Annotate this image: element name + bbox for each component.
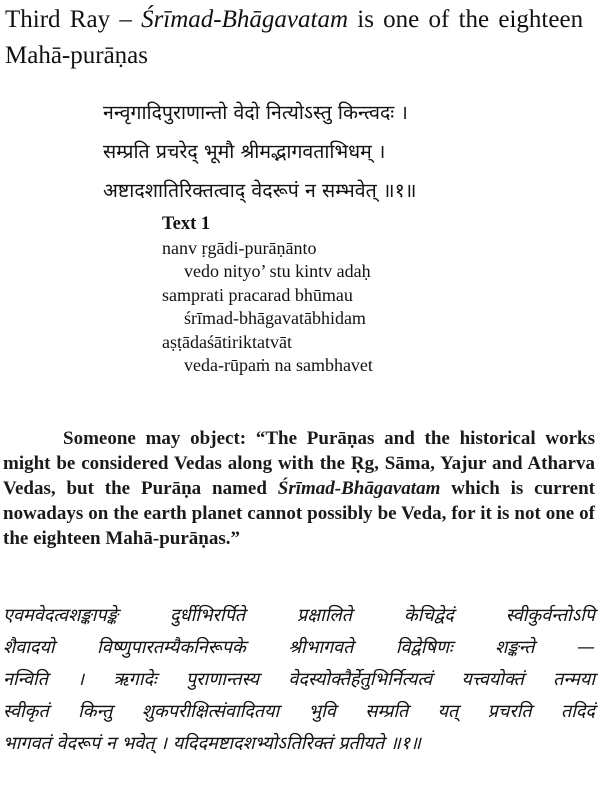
verse-line: नन्वृगादिपुराणान्तो वेदो नित्योऽस्तु किन्त्वदः ।: [103, 101, 408, 124]
title-italic: Śrīmad-Bhāgavatam: [141, 6, 348, 33]
sanskrit-verse: [103, 93, 573, 210]
commentary-line: नन्विति । ऋगादेः पुराणान्तस्य वेदस्योक्तैर्हेतुभिर्नित्यत्वं यत्त्वयोक्तं तन्मया: [3, 669, 595, 690]
translit-line: aṣṭādaśātiriktatvāt: [162, 331, 292, 352]
purport-paragraph: [3, 426, 595, 551]
sanskrit-commentary: [3, 600, 595, 760]
commentary-line: स्वीकृतं किन्तु शुकपरीक्षित्संवादितया भुवि सम्प्रति यत् प्रचरति तदिदं: [3, 701, 595, 722]
translit-line: vedo nityo’ stu kintv adaḥ: [184, 261, 371, 281]
translit-line: veda-rūpaṁ na sambhavet: [184, 355, 373, 375]
verse-line: सम्प्रति प्रचरेद् भूमौ श्रीमद्भागवताभिधम् ।: [103, 140, 386, 163]
commentary-line: शैवादयो विष्णुपारतम्यैकनिरूपके श्रीभागवते विद्वेषिणः शङ्कन्ते —: [3, 637, 595, 658]
transliteration-block: [162, 213, 482, 378]
title-suffix: is one of the eighteen Mahā-purāṇas: [5, 6, 584, 69]
title-prefix: Third Ray –: [5, 6, 142, 33]
commentary-line: भागवतं वेदरूपं न भवेत् । यदिदमष्टादशभ्योऽतिरिक्तं प्रतीयते ॥१॥: [3, 733, 421, 754]
translit-line: nanv ṛgādi-purāṇānto: [162, 237, 317, 258]
purport-text: which is current nowadays on the earth planet cannot possibly be Veda, for it is not one of the eighteen Mahā-purāṇas.”: [3, 478, 595, 549]
translit-line: samprati pracarad bhūmau: [162, 284, 353, 305]
chapter-title: [5, 2, 595, 74]
translit-line: śrīmad-bhāgavatābhidam: [184, 308, 366, 328]
text-number-label: Text 1: [162, 214, 211, 234]
purport-text: Someone may object: “The Purāṇas and the historical works might be considered Vedas along with the Ṛg, Sāma, Yajur and Atharva Vedas, but the Purāṇa named: [3, 428, 595, 499]
purport-italic: Śrīmad-Bhāgavatam: [277, 478, 441, 499]
commentary-line: एवमवेदत्वशङ्कापङ्के दुर्धीभिरर्पिते प्रक्षालिते केचिद्वेदं स्वीकुर्वन्तोऽपि: [3, 605, 595, 626]
verse-line: अष्टादशातिरिक्तत्वाद् वेदरूपं न सम्भवेत् ॥१॥: [103, 179, 417, 202]
